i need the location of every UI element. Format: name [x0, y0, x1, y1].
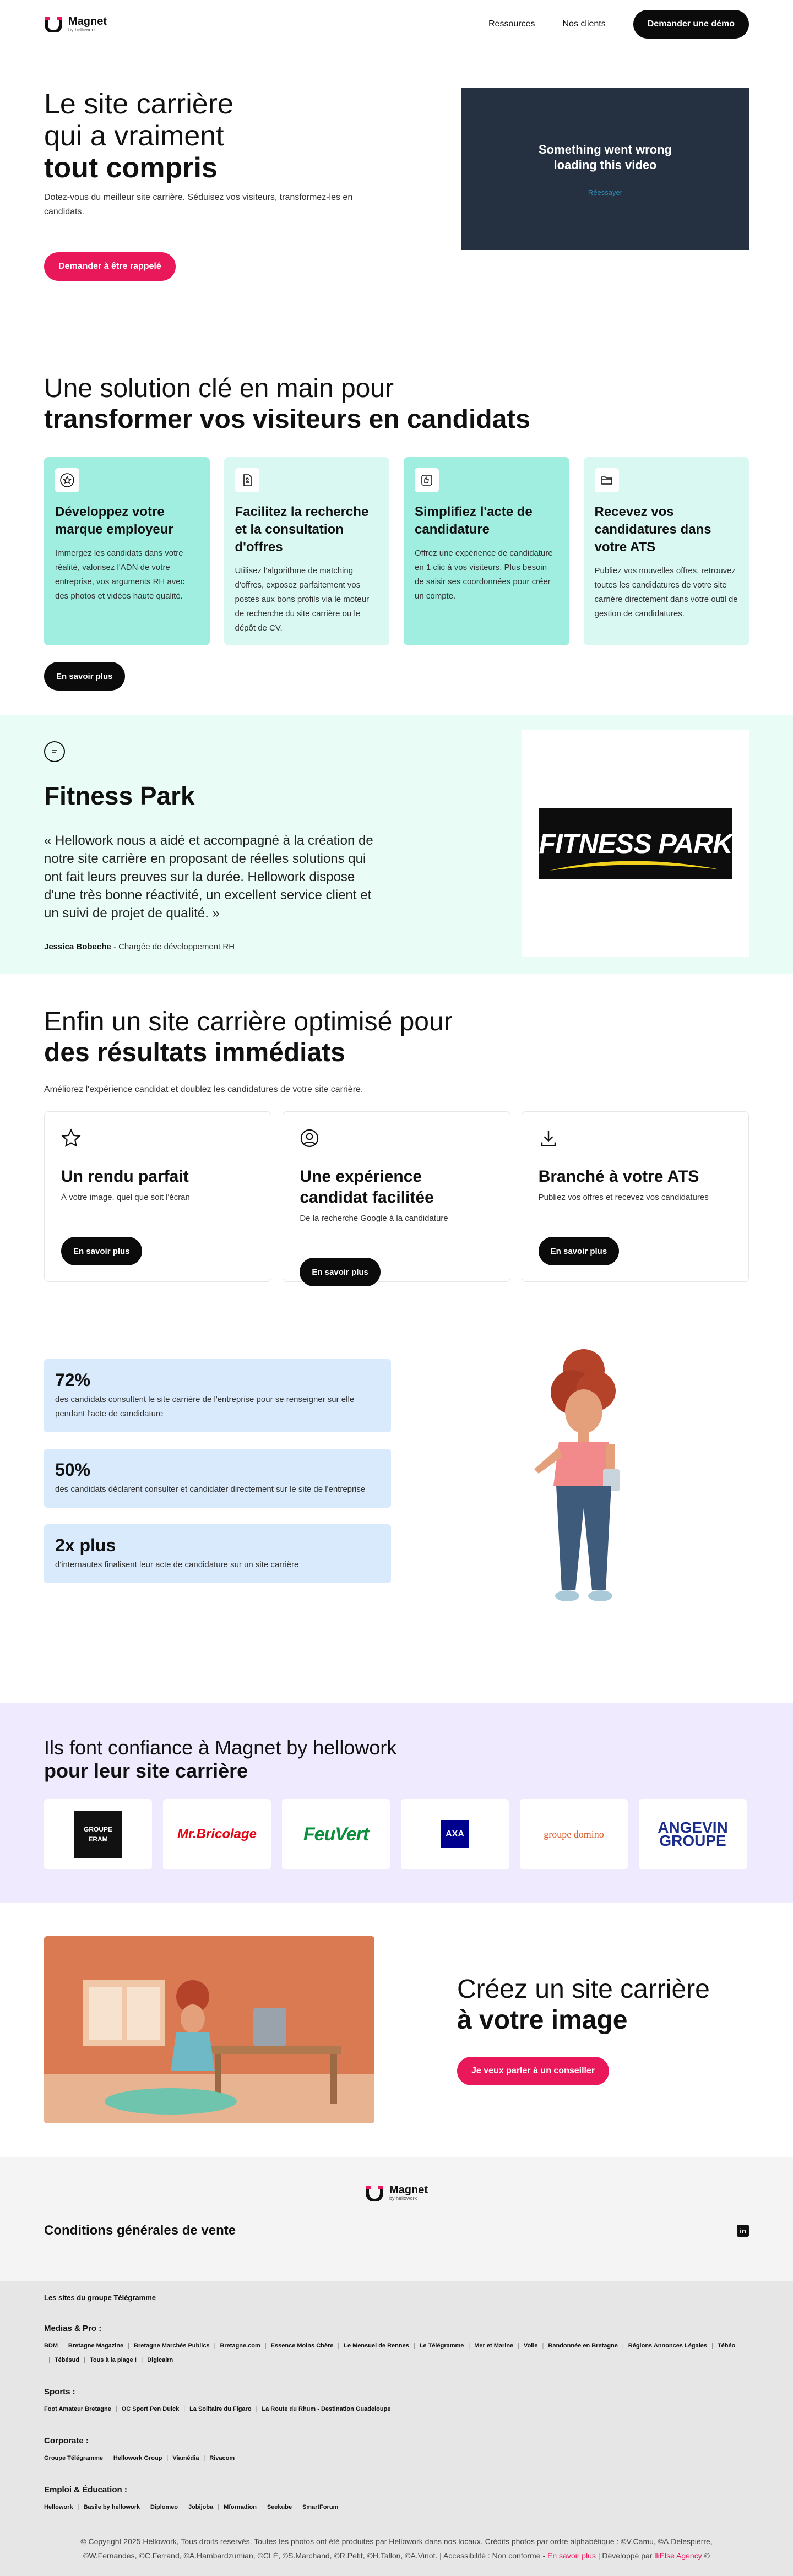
feature-card-ats: Recevez vos candidatures dans votre ATS Publiez vos nouvelles offres, retrouvez toutes les candidatures de votre site carrière directement dans votre outil de gestion de candidatures.	[584, 457, 749, 645]
footer-site-link[interactable]: | SmartForum	[292, 2500, 338, 2514]
star-icon	[55, 468, 79, 492]
footer-site-link[interactable]: | Diplomeo	[140, 2500, 178, 2514]
testimonial-section	[0, 715, 793, 974]
stats-section	[0, 1348, 793, 1703]
footer-site-link[interactable]: | Hellowork Group	[103, 2451, 162, 2465]
footer-site-link[interactable]: | Viamédia	[162, 2451, 199, 2465]
video-retry-link[interactable]: Réessayer	[588, 188, 623, 197]
group-sites	[0, 2281, 793, 2576]
copyright: © Copyright 2025 Hellowork, Tous droits reservés. Toutes les photos ont été produites par Hellowork dans nos locaux. Crédits photos par ordre alphabétique : ©V.Camu, ©A.Delespierre, ©W.Fernandes, ©C.Ferrand, ©A.Hambardzumian, ©CLÉ, ©S.Marchand, ©R.Petit, ©H.Tallon, ©A.Vinot. | Accessibilité : Non conforme - En savoir plus | Développé par lliElse Agency ©	[80, 2537, 713, 2560]
footer-site-link[interactable]: Groupe Télégramme	[44, 2455, 103, 2461]
footer-site-link[interactable]: | La Route du Rhum - Destination Guadeloupe	[252, 2402, 391, 2416]
nav-nos-clients[interactable]: Nos clients	[562, 19, 606, 29]
footer-site-link[interactable]: | Basile by hellowork	[73, 2500, 140, 2514]
testimonial-author: Jessica Bobeche - Chargée de développement RH	[44, 942, 235, 952]
group-medias: Medias & Pro : BDM| Bretagne Magazine| Bretagne Marchés Publics| Bretagne.com| Essence Moins Chère| Le Mensuel de Rennes| Le Télégramme| Mer et Marine| Voile| Randonnée en Bretagne| Régions Annonces Légales| Tébéo| Tébésud| Tous à la plage !| Digicairn	[44, 2324, 749, 2367]
character-illustration	[501, 1348, 666, 1607]
accessibility-more-link[interactable]: En savoir plus	[547, 2551, 596, 2560]
fitness-park-logo: FITNESS PARK	[539, 808, 732, 879]
logo-name: Magnet	[68, 15, 107, 28]
solution-section	[0, 335, 793, 715]
footer-site-link[interactable]: | Essence Moins Chère	[260, 2339, 334, 2353]
logo-by: by hellowork	[68, 26, 96, 32]
site-footer	[0, 2157, 793, 2576]
hero-section	[0, 48, 793, 335]
footer-site-link[interactable]: | Voile	[513, 2339, 537, 2353]
footer-site-link[interactable]: | Bretagne Magazine	[58, 2339, 123, 2353]
optimized-card-rendu: Un rendu parfait À votre image, quel que soit l'écran En savoir plus	[44, 1111, 271, 1282]
footer-site-link[interactable]: | Tous à la plage !	[79, 2353, 137, 2367]
stat-card-1: 72% des candidats consultent le site carrière de l'entreprise pour se renseigner sur elle pendant l'acte de candidature	[44, 1359, 391, 1432]
optimized-description: Améliorez l'expérience candidat et doublez les candidatures de votre site carrière.	[44, 1085, 363, 1094]
footer-logo-icon	[365, 2184, 384, 2201]
client-logo-angevin: ANGEVIN GROUPE	[639, 1799, 747, 1869]
cta-illustration	[44, 1936, 374, 2123]
group-emploi: Emploi & Éducation : Hellowork| Basile by hellowork| Diplomeo| Jobijoba| Mformation| Seekube| SmartForum	[44, 2485, 749, 2514]
main-nav	[488, 10, 749, 39]
cta-section	[0, 1903, 793, 2157]
footer-site-link[interactable]: | Bretagne Marchés Publics	[123, 2339, 209, 2353]
cgv-link[interactable]: Conditions générales de vente	[44, 2223, 236, 2238]
cta-title: Créez un site carrière à votre image	[457, 1975, 710, 2035]
optimized-card-ats: Branché à votre ATS Publiez vos offres et recevez vos candidatures En savoir plus	[522, 1111, 749, 1282]
footer-magnet-logo[interactable]: Magnet by hellowork	[365, 2184, 428, 2201]
video-player[interactable]	[461, 88, 749, 250]
speech-bubble-icon	[44, 741, 65, 762]
trust-title: Ils font confiance à Magnet by hellowork pour leur site carrière	[44, 1736, 397, 1782]
footer-site-link[interactable]: | Mer et Marine	[464, 2339, 513, 2353]
footer-site-link[interactable]: | Rivacom	[199, 2451, 235, 2465]
client-logo-mr-bricolage: Mr.Bricolage	[163, 1799, 271, 1869]
client-logo-eram: GROUPE ERAM	[44, 1799, 152, 1869]
optimized-more-button-1[interactable]: En savoir plus	[61, 1237, 142, 1265]
download-icon	[539, 1128, 558, 1148]
hero-title: Le site carrière qui a vraiment tout compris	[44, 88, 233, 184]
footer-site-link[interactable]: | Tébéo	[707, 2339, 735, 2353]
client-logo-domino: groupe domino	[520, 1799, 628, 1869]
optimized-section	[0, 974, 793, 1348]
client-logo-axa: AXA	[401, 1799, 509, 1869]
footer-site-link[interactable]: | Digicairn	[137, 2353, 173, 2367]
footer-site-link[interactable]: | Seekube	[257, 2500, 292, 2514]
footer-site-link[interactable]: | Régions Annonces Légales	[618, 2339, 707, 2353]
thumbs-up-icon	[415, 468, 439, 492]
footer-site-link[interactable]: | Tébésud	[44, 2353, 79, 2367]
demo-button[interactable]: Demander une démo	[633, 10, 749, 39]
footer-site-link[interactable]: | Randonnée en Bretagne	[538, 2339, 618, 2353]
document-icon	[235, 468, 259, 492]
testimonial-quote: « Hellowork nous a aidé et accompagné à la création de notre site carrière en proposant de réelles solutions qui ont fait leurs preuves sur la durée. Hellowork dispose d'une très bonne réactivité, un excellent service client et un suivi de projet de qualité. »	[44, 833, 373, 921]
group-sports: Sports : Foot Amateur Bretagne| OC Sport Pen Duick| La Solitaire du Figaro| La Route du Rhum - Destination Guadeloupe	[44, 2387, 749, 2416]
trust-section	[0, 1703, 793, 1903]
video-error-message: Something went wrong loading this video	[539, 142, 672, 172]
feature-card-candidature: Simplifiez l'acte de candidature Offrez une expérience de candidature en 1 clic à vos visiteurs. Plus besoin de saisir ses coordonnées pour créer un compte.	[404, 457, 569, 645]
footer-site-link[interactable]: | Bretagne.com	[210, 2339, 260, 2353]
feature-card-recherche: Facilitez la recherche et la consultation d'offres Utilisez l'algorithme de matching d'offres, exposez parfaitement vos postes aux bons profils via le moteur de recherche du site carrière ou le dépôt de CV.	[224, 457, 390, 645]
solution-more-button[interactable]: En savoir plus	[44, 662, 125, 691]
contact-advisor-button[interactable]: Je veux parler à un conseiller	[457, 2057, 609, 2085]
folder-icon	[595, 468, 619, 492]
feature-card-marque: Développez votre marque employeur Immergez les candidats dans votre réalité, valorisez l'ADN de votre entreprise, vos arguments RH avec des photos et vidéos haute qualité.	[44, 457, 210, 645]
group-corporate: Corporate : Groupe Télégramme| Hellowork Group| Viamédia| Rivacom	[44, 2436, 749, 2465]
footer-site-link[interactable]: | Le Mensuel de Rennes	[333, 2339, 409, 2353]
magnet-logo-icon	[44, 16, 63, 32]
fitness-park-logo-card	[522, 730, 749, 957]
footer-site-link[interactable]: Hellowork	[44, 2504, 73, 2510]
optimized-more-button-2[interactable]: En savoir plus	[300, 1258, 381, 1286]
footer-site-link[interactable]: | Le Télégramme	[409, 2339, 464, 2353]
optimized-more-button-3[interactable]: En savoir plus	[539, 1237, 620, 1265]
stat-card-2: 50% des candidats déclarent consulter et candidater directement sur le site de l'entreprise	[44, 1449, 391, 1508]
footer-site-link[interactable]: | La Solitaire du Figaro	[179, 2402, 251, 2416]
agency-link[interactable]: lliElse Agency	[654, 2551, 702, 2560]
group-sites-title: Les sites du groupe Télégramme	[44, 2294, 156, 2302]
optimized-title: Enfin un site carrière optimisé pour des résultats immédiats	[44, 1007, 453, 1067]
star-outline-icon	[61, 1128, 81, 1148]
magnet-logo[interactable]	[44, 16, 107, 32]
footer-site-link[interactable]: BDM	[44, 2343, 58, 2349]
stat-card-3: 2x plus d'internautes finalisent leur acte de candidature sur un site carrière	[44, 1524, 391, 1583]
footer-site-link[interactable]: Foot Amateur Bretagne	[44, 2406, 111, 2412]
footer-site-link[interactable]: | OC Sport Pen Duick	[111, 2402, 179, 2416]
testimonial-company: Fitness Park	[44, 781, 195, 810]
client-logo-feuvert: FeuVert	[282, 1799, 390, 1869]
footer-site-link[interactable]: | Jobijoba	[178, 2500, 213, 2514]
site-header	[0, 0, 793, 48]
linkedin-icon[interactable]: in	[737, 2225, 749, 2237]
footer-site-link[interactable]: | Mformation	[213, 2500, 257, 2514]
optimized-card-experience: Une expérience candidat facilitée De la recherche Google à la candidature En savoir plus	[283, 1111, 510, 1282]
callback-button[interactable]: Demander à être rappelé	[44, 252, 176, 281]
user-circle-icon	[300, 1128, 319, 1148]
solution-title: Une solution clé en main pour transformer vos visiteurs en candidats	[44, 374, 530, 434]
nav-ressources[interactable]: Ressources	[488, 19, 535, 29]
hero-description: Dotez-vous du meilleur site carrière. Séduisez vos visiteurs, transformez-les en candidats.	[44, 193, 353, 216]
